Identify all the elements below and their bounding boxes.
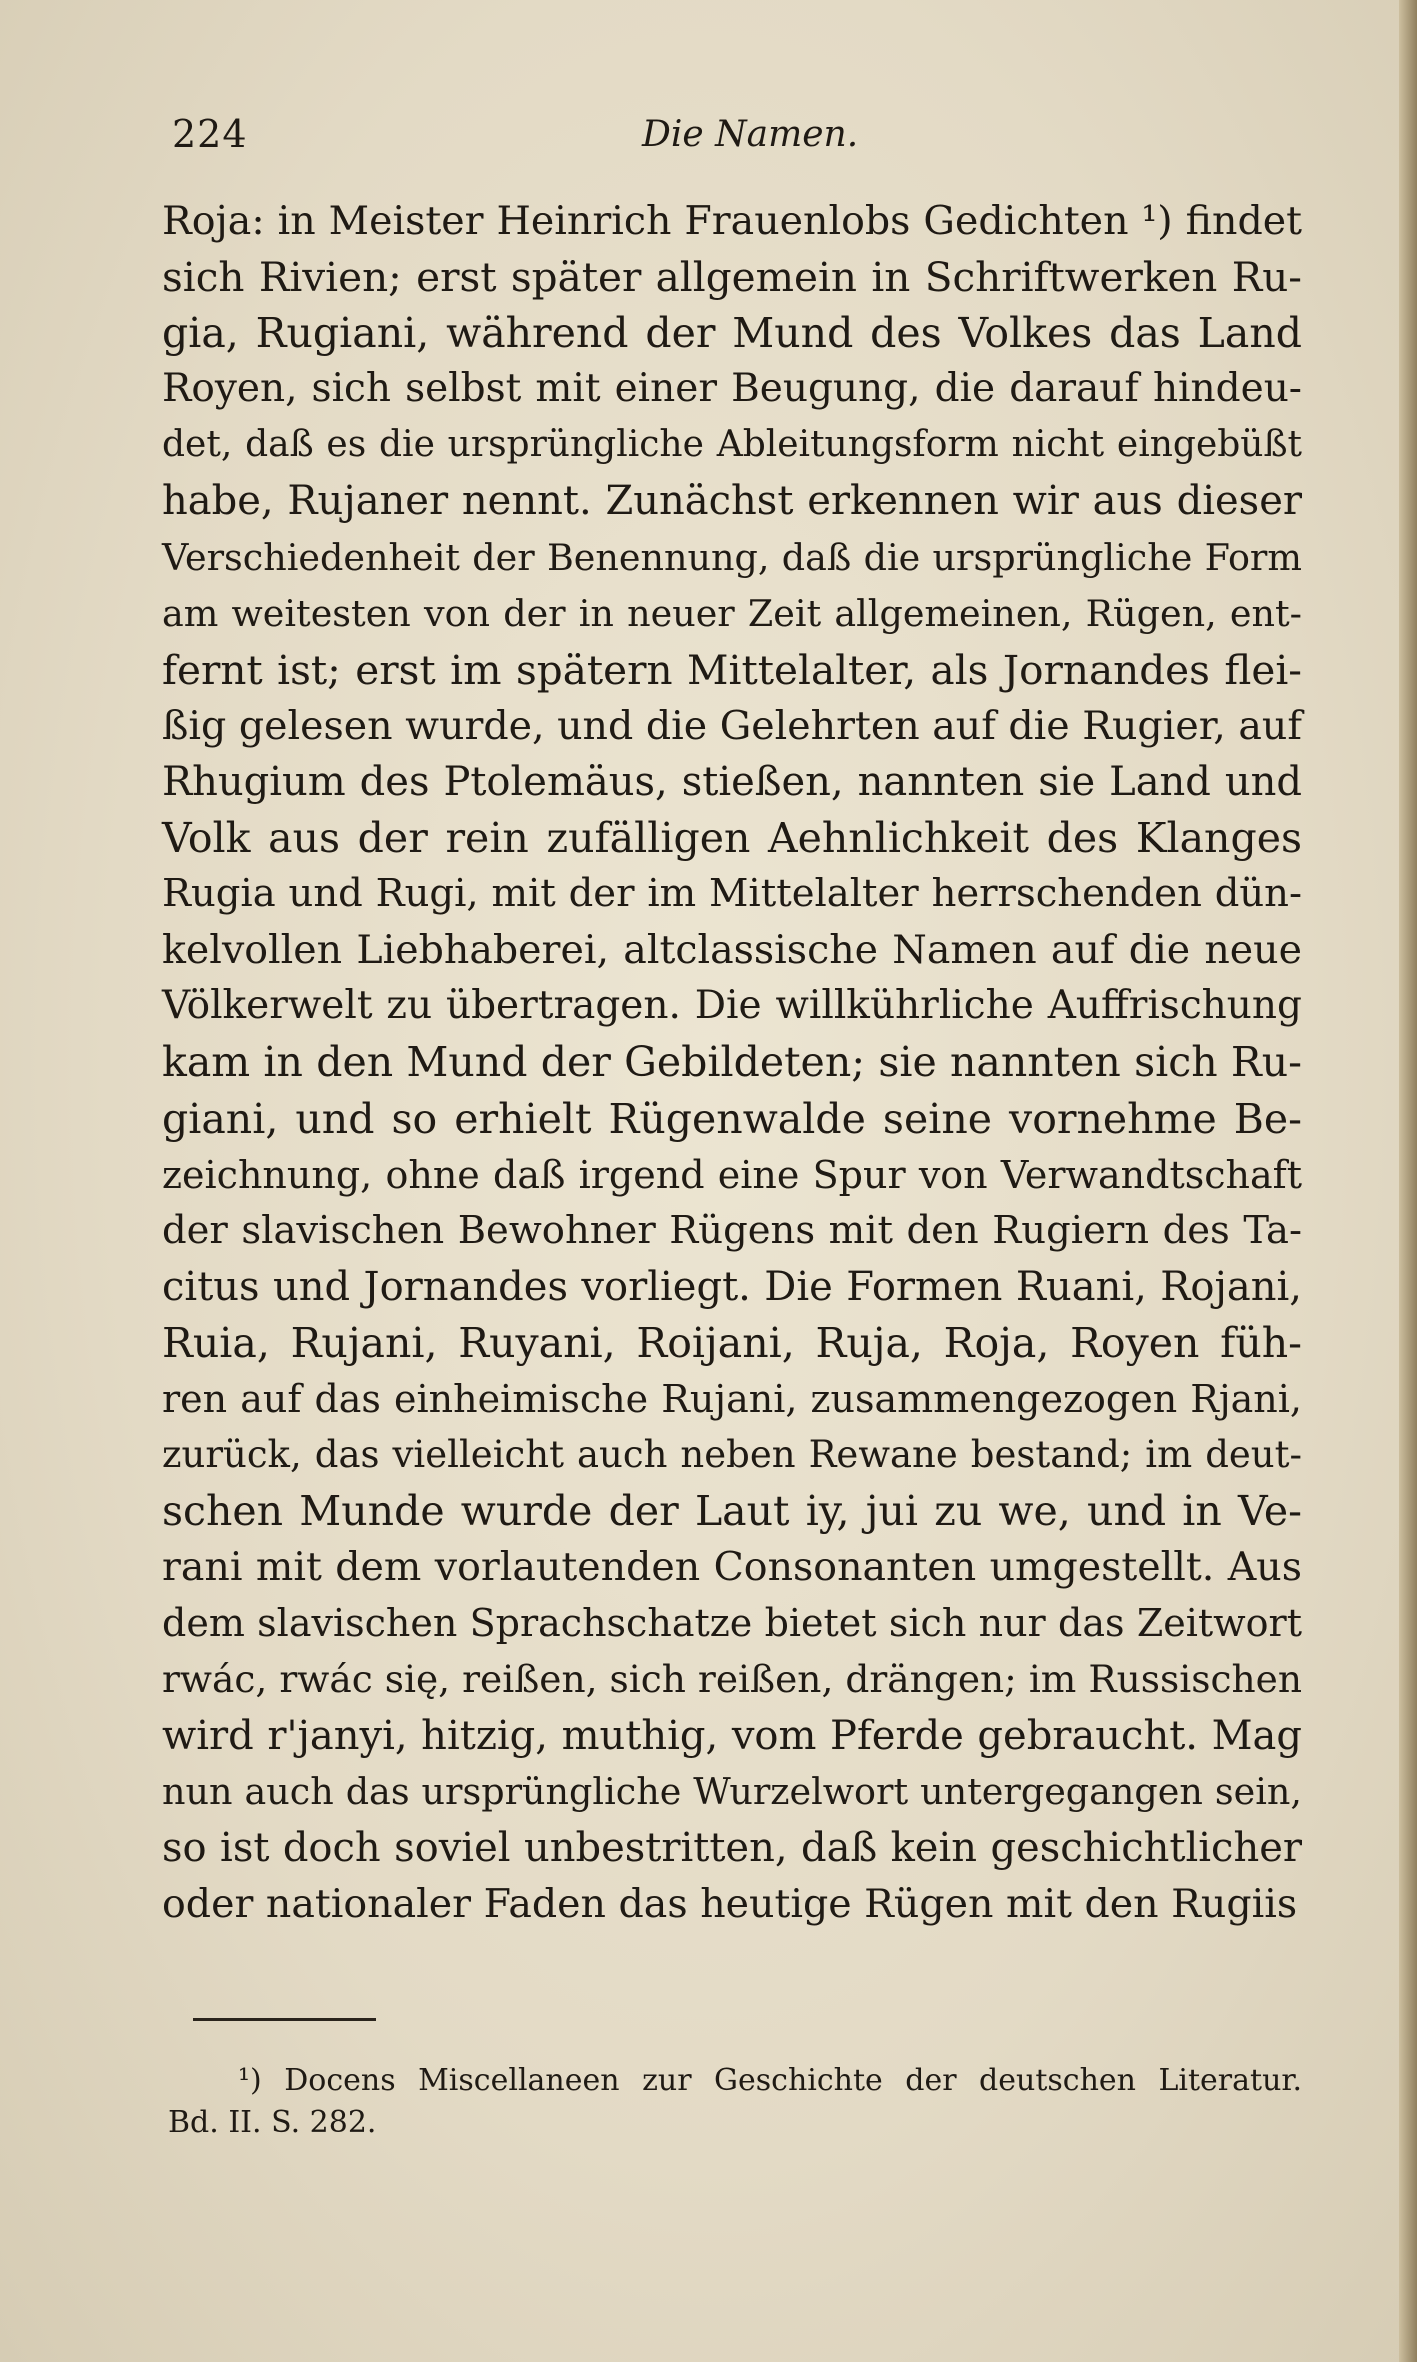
text-line: zurück, das vielleicht auch neben Rewane bestand; im deut- (162, 1433, 1302, 1477)
footnote-line: ¹) Docens Miscellaneen zur Geschichte der deutschen Literatur. (238, 2063, 1302, 2098)
text-line: det, daß es die ursprüngliche Ableitungsform nicht eingebüßt (162, 424, 1302, 466)
text-line: giani, und so erhielt Rügenwalde seine vornehme Be- (162, 1094, 1302, 1143)
text-line: zeichnung, ohne daß irgend eine Spur von Verwandtschaft (162, 1152, 1302, 1197)
page-header (172, 112, 1302, 172)
text-line: rwác, rwác się, reißen, sich reißen, drängen; im Russischen (162, 1657, 1302, 1702)
text-line: am weitesten von der in neuer Zeit allgemeinen, Rügen, ent- (162, 591, 1302, 635)
footnote-divider (193, 2018, 376, 2021)
text-line: oder nationaler Faden das heutige Rügen mit den Rugiis (162, 1880, 1298, 1927)
text-line: citus und Jornandes vorliegt. Die Formen Ruani, Rojani, (162, 1263, 1302, 1310)
text-line: ren auf das einheimische Rujani, zusammengezogen Rjani, (162, 1376, 1302, 1421)
text-line: Rugia und Rugi, mit der im Mittelalter herrschenden dün- (162, 871, 1302, 917)
text-line: Ruia, Rujani, Ruyani, Roijani, Ruja, Roja, Royen füh- (162, 1318, 1302, 1367)
text-line: gia, Rugiani, während der Mund des Volkes das Land (162, 309, 1302, 358)
body-text (162, 193, 1302, 1932)
text-line: ßig gelesen wurde, und die Gelehrten auf die Rugier, auf (162, 702, 1302, 749)
text-line: schen Munde wurde der Laut iy, jui zu we, und in Ve- (162, 1487, 1302, 1536)
text-line: fernt ist; erst im spätern Mittelalter, als Jornandes flei- (162, 645, 1302, 694)
text-line: wird r'janyi, hitzig, muthig, vom Pferde gebraucht. Mag (162, 1712, 1302, 1759)
text-line: sich Rivien; erst später allgemein in Schriftwerken Ru- (162, 253, 1302, 302)
text-line: Roja: in Meister Heinrich Frauenlobs Gedichten ¹) findet (162, 198, 1302, 244)
text-line: Völkerwelt zu übertragen. Die willkührliche Auffrischung (162, 983, 1302, 1029)
text-line: Rhugium des Ptolemäus, stießen, nannten sie Land und (162, 758, 1302, 805)
text-line: Verschiedenheit der Benennung, daß die ursprüngliche Form (162, 535, 1302, 579)
text-line: rani mit dem vorlautenden Consonanten umgestellt. Aus (162, 1544, 1302, 1591)
text-line: nun auch das ursprüngliche Wurzelwort untergegangen sein, (162, 1769, 1302, 1813)
text-line: kelvollen Liebhaberei, altclassische Namen auf die neue (162, 927, 1302, 974)
text-line: so ist doch soviel unbestritten, daß kein geschichtlicher (162, 1824, 1302, 1871)
running-head: Die Namen. (642, 114, 859, 155)
text-line: Royen, sich selbst mit einer Beugung, die darauf hindeu- (162, 366, 1302, 412)
text-line: Volk aus der rein zufälligen Aehnlichkeit des Klanges (162, 814, 1302, 863)
page-number: 224 (172, 112, 248, 156)
page-edge-shadow (1399, 0, 1417, 2362)
footnote-line: Bd. II. S. 282. (168, 2105, 377, 2140)
text-line: dem slavischen Sprachschatze bietet sich nur das Zeitwort (162, 1601, 1302, 1646)
text-line: habe, Rujaner nennt. Zunächst erkennen wir aus dieser (162, 478, 1302, 525)
text-line: der slavischen Bewohner Rügens mit den Rugiern des Ta- (162, 1207, 1302, 1253)
text-line: kam in den Mund der Gebildeten; sie nannten sich Ru- (162, 1038, 1302, 1087)
footnotes (168, 2060, 1302, 2144)
